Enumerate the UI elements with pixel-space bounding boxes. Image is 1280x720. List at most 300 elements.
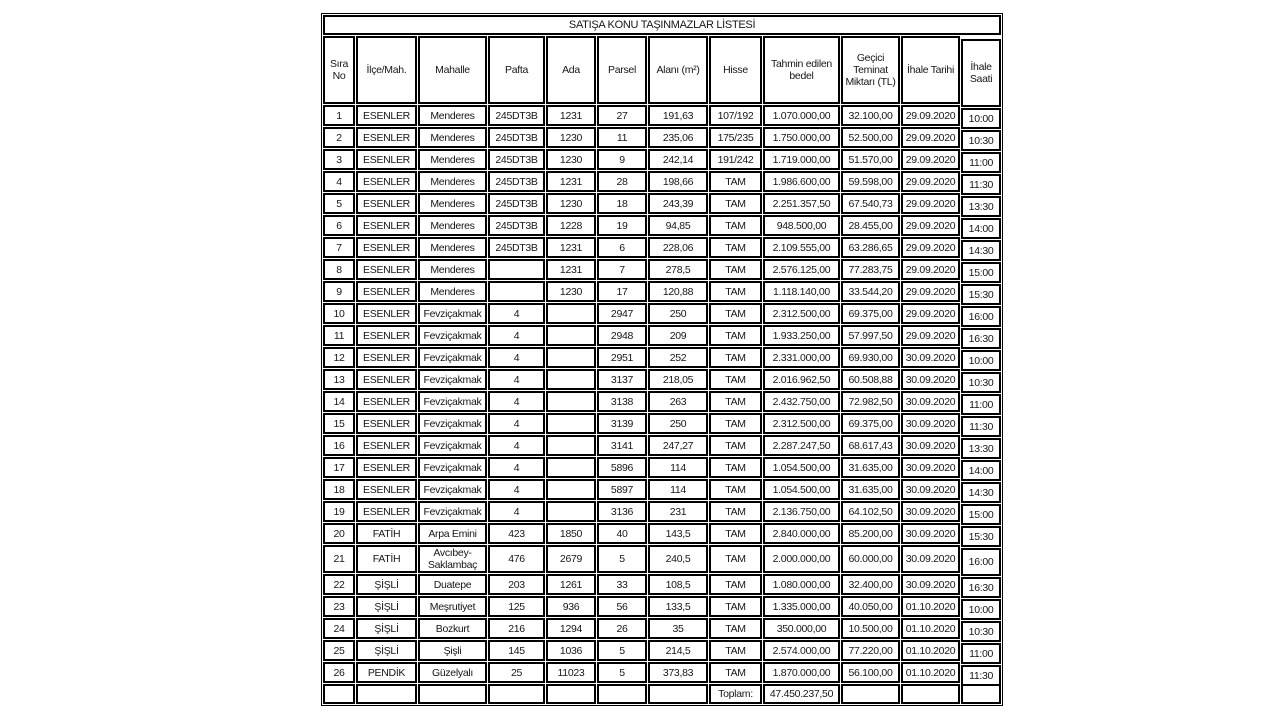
cell-ilce: FATİH	[356, 523, 417, 544]
cell-ada	[546, 325, 596, 346]
table-row	[323, 259, 1001, 280]
cell-parsel: 3139	[597, 413, 647, 434]
cell-parsel: 3136	[597, 501, 647, 522]
cell-alani: 243,39	[648, 193, 708, 214]
cell-teminat: 63.286,65	[841, 237, 900, 258]
cell-alani: 214,5	[648, 640, 708, 661]
cell-mahalle: Şişli	[418, 640, 487, 661]
cell-mahalle: Menderes	[418, 259, 487, 280]
cell-tarih: 30.09.2020	[901, 574, 960, 595]
cell-hisse: 107/192	[709, 105, 762, 126]
cell-mahalle: Fevziçakmak	[418, 435, 487, 456]
cell-ilce: ESENLER	[356, 215, 417, 236]
cell-hisse: TAM	[709, 391, 762, 412]
empty-cell	[597, 684, 647, 704]
cell-parsel: 6	[597, 237, 647, 258]
cell-ilce: ESENLER	[356, 501, 417, 522]
cell-parsel: 9	[597, 149, 647, 170]
cell-ilce: ESENLER	[356, 171, 417, 192]
cell-alani: 114	[648, 479, 708, 500]
cell-saat: 10:30	[961, 130, 1001, 151]
cell-teminat: 67.540,73	[841, 193, 900, 214]
cell-bedel: 1.719.000,00	[763, 149, 840, 170]
cell-alani: 252	[648, 347, 708, 368]
cell-sira: 20	[323, 523, 355, 544]
table-row	[323, 149, 1001, 170]
cell-bedel: 2.312.500,00	[763, 413, 840, 434]
cell-teminat: 68.617,43	[841, 435, 900, 456]
table-row	[323, 347, 1001, 368]
cell-pafta: 245DT3B	[488, 215, 545, 236]
cell-ilce: ESENLER	[356, 413, 417, 434]
cell-hisse: TAM	[709, 369, 762, 390]
cell-pafta: 4	[488, 501, 545, 522]
cell-parsel: 40	[597, 523, 647, 544]
cell-saat: 16:30	[961, 328, 1001, 349]
cell-mahalle: Fevziçakmak	[418, 413, 487, 434]
cell-alani: 247,27	[648, 435, 708, 456]
cell-saat: 15:00	[961, 262, 1001, 283]
cell-hisse: TAM	[709, 347, 762, 368]
cell-sira: 10	[323, 303, 355, 324]
cell-ilce: ESENLER	[356, 149, 417, 170]
cell-ilce: ESENLER	[356, 457, 417, 478]
cell-mahalle: Duatepe	[418, 574, 487, 595]
cell-ada: 1230	[546, 193, 596, 214]
cell-ada: 2679	[546, 545, 596, 573]
cell-saat: 14:00	[961, 460, 1001, 481]
empty-cell	[546, 684, 596, 704]
cell-teminat: 69.375,00	[841, 413, 900, 434]
table-row	[323, 662, 1001, 683]
cell-tarih: 30.09.2020	[901, 391, 960, 412]
cell-hisse: TAM	[709, 596, 762, 617]
table-row	[323, 457, 1001, 478]
cell-hisse: TAM	[709, 479, 762, 500]
cell-ilce: ŞİŞLİ	[356, 596, 417, 617]
cell-parsel: 18	[597, 193, 647, 214]
table-row	[323, 215, 1001, 236]
cell-saat: 11:00	[961, 394, 1001, 415]
cell-saat: 11:30	[961, 174, 1001, 195]
cell-saat: 13:30	[961, 196, 1001, 217]
col-header-tarih: İhale Tarihi	[901, 36, 960, 104]
cell-bedel: 1.870.000,00	[763, 662, 840, 683]
cell-bedel: 2.312.500,00	[763, 303, 840, 324]
cell-pafta: 423	[488, 523, 545, 544]
cell-bedel: 1.080.000,00	[763, 574, 840, 595]
empty-cell	[323, 684, 355, 704]
cell-tarih: 30.09.2020	[901, 413, 960, 434]
table-row	[323, 523, 1001, 544]
col-header-mahalle: Mahalle	[418, 36, 487, 104]
cell-sira: 6	[323, 215, 355, 236]
cell-teminat: 10.500,00	[841, 618, 900, 639]
cell-tarih: 30.09.2020	[901, 479, 960, 500]
cell-tarih: 29.09.2020	[901, 171, 960, 192]
cell-parsel: 28	[597, 171, 647, 192]
cell-saat: 15:00	[961, 504, 1001, 525]
cell-ilce: ESENLER	[356, 259, 417, 280]
cell-alani: 228,06	[648, 237, 708, 258]
cell-ada: 1231	[546, 171, 596, 192]
cell-ilce: ESENLER	[356, 281, 417, 302]
cell-sira: 9	[323, 281, 355, 302]
cell-saat: 10:00	[961, 350, 1001, 371]
cell-ilce: ŞİŞLİ	[356, 640, 417, 661]
cell-saat: 10:30	[961, 372, 1001, 393]
cell-pafta: 4	[488, 457, 545, 478]
cell-bedel: 2.287.247,50	[763, 435, 840, 456]
cell-hisse: TAM	[709, 545, 762, 573]
cell-ilce: ESENLER	[356, 127, 417, 148]
cell-bedel: 2.432.750,00	[763, 391, 840, 412]
cell-tarih: 30.09.2020	[901, 457, 960, 478]
cell-teminat: 64.102,50	[841, 501, 900, 522]
cell-pafta: 4	[488, 435, 545, 456]
cell-alani: 278,5	[648, 259, 708, 280]
cell-ada: 1261	[546, 574, 596, 595]
table-row	[323, 303, 1001, 324]
table-row	[323, 193, 1001, 214]
cell-hisse: TAM	[709, 237, 762, 258]
cell-teminat: 28.455,00	[841, 215, 900, 236]
cell-alani: 218,05	[648, 369, 708, 390]
cell-alani: 235,06	[648, 127, 708, 148]
cell-pafta: 476	[488, 545, 545, 573]
cell-sira: 12	[323, 347, 355, 368]
cell-ada: 1231	[546, 105, 596, 126]
cell-ilce: FATİH	[356, 545, 417, 573]
table-row	[323, 413, 1001, 434]
cell-mahalle: Fevziçakmak	[418, 347, 487, 368]
cell-mahalle: Bozkurt	[418, 618, 487, 639]
cell-pafta: 4	[488, 347, 545, 368]
cell-ada	[546, 479, 596, 500]
cell-parsel: 19	[597, 215, 647, 236]
cell-tarih: 30.09.2020	[901, 501, 960, 522]
cell-alani: 250	[648, 413, 708, 434]
cell-sira: 5	[323, 193, 355, 214]
empty-cell	[488, 684, 545, 704]
cell-mahalle: Arpa Emini	[418, 523, 487, 544]
cell-bedel: 1.054.500,00	[763, 457, 840, 478]
cell-ada: 1231	[546, 259, 596, 280]
cell-ilce: ESENLER	[356, 105, 417, 126]
cell-hisse: 191/242	[709, 149, 762, 170]
empty-cell	[356, 684, 417, 704]
col-header-alani: Alanı (m²)	[648, 36, 708, 104]
tasinmazlar-table	[321, 13, 1003, 706]
cell-saat: 10:00	[961, 108, 1001, 129]
cell-bedel: 1.986.600,00	[763, 171, 840, 192]
cell-pafta: 4	[488, 479, 545, 500]
cell-ada: 1230	[546, 281, 596, 302]
cell-bedel: 1.335.000,00	[763, 596, 840, 617]
cell-saat: 10:30	[961, 621, 1001, 642]
empty-cell	[961, 684, 1001, 704]
cell-ada: 1294	[546, 618, 596, 639]
cell-tarih: 30.09.2020	[901, 545, 960, 573]
cell-teminat: 69.375,00	[841, 303, 900, 324]
cell-alani: 120,88	[648, 281, 708, 302]
cell-sira: 15	[323, 413, 355, 434]
cell-mahalle: Fevziçakmak	[418, 391, 487, 412]
cell-pafta: 245DT3B	[488, 171, 545, 192]
cell-sira: 24	[323, 618, 355, 639]
cell-teminat: 33.544,20	[841, 281, 900, 302]
cell-parsel: 11	[597, 127, 647, 148]
cell-teminat: 69.930,00	[841, 347, 900, 368]
cell-hisse: TAM	[709, 435, 762, 456]
cell-pafta: 245DT3B	[488, 149, 545, 170]
cell-mahalle: Menderes	[418, 281, 487, 302]
cell-teminat: 32.100,00	[841, 105, 900, 126]
cell-hisse: TAM	[709, 193, 762, 214]
cell-alani: 240,5	[648, 545, 708, 573]
cell-teminat: 31.635,00	[841, 479, 900, 500]
cell-tarih: 01.10.2020	[901, 640, 960, 661]
cell-ada	[546, 435, 596, 456]
empty-cell	[841, 684, 900, 704]
cell-tarih: 30.09.2020	[901, 369, 960, 390]
cell-mahalle: Fevziçakmak	[418, 501, 487, 522]
cell-saat: 14:30	[961, 482, 1001, 503]
cell-alani: 114	[648, 457, 708, 478]
table-row	[323, 237, 1001, 258]
cell-parsel: 2947	[597, 303, 647, 324]
cell-teminat: 40.050,00	[841, 596, 900, 617]
cell-saat: 11:30	[961, 416, 1001, 437]
cell-ada	[546, 457, 596, 478]
cell-sira: 26	[323, 662, 355, 683]
cell-hisse: TAM	[709, 640, 762, 661]
cell-parsel: 5897	[597, 479, 647, 500]
col-header-sira: Sıra No	[323, 36, 355, 104]
cell-bedel: 2.000.000,00	[763, 545, 840, 573]
cell-ilce: ESENLER	[356, 369, 417, 390]
cell-pafta: 4	[488, 303, 545, 324]
cell-ada	[546, 391, 596, 412]
cell-saat: 15:30	[961, 284, 1001, 305]
cell-bedel: 350.000,00	[763, 618, 840, 639]
cell-hisse: TAM	[709, 303, 762, 324]
cell-ilce: ESENLER	[356, 391, 417, 412]
cell-hisse: 175/235	[709, 127, 762, 148]
cell-teminat: 51.570,00	[841, 149, 900, 170]
cell-hisse: TAM	[709, 574, 762, 595]
cell-ilce: ESENLER	[356, 193, 417, 214]
title-row	[323, 15, 1001, 35]
cell-bedel: 2.840.000,00	[763, 523, 840, 544]
cell-pafta: 4	[488, 413, 545, 434]
cell-tarih: 29.09.2020	[901, 281, 960, 302]
cell-bedel: 1.750.000,00	[763, 127, 840, 148]
cell-bedel: 2.576.125,00	[763, 259, 840, 280]
cell-pafta: 4	[488, 369, 545, 390]
cell-saat: 15:30	[961, 526, 1001, 547]
empty-cell	[648, 684, 708, 704]
cell-alani: 250	[648, 303, 708, 324]
cell-saat: 14:30	[961, 240, 1001, 261]
cell-parsel: 5	[597, 545, 647, 573]
cell-alani: 209	[648, 325, 708, 346]
cell-teminat: 57.997,50	[841, 325, 900, 346]
total-row	[323, 684, 1001, 704]
col-header-teminat: Geçici Teminat Miktarı (TL)	[841, 36, 900, 104]
cell-ilce: ESENLER	[356, 347, 417, 368]
table-row	[323, 574, 1001, 595]
cell-parsel: 27	[597, 105, 647, 126]
table-row	[323, 501, 1001, 522]
cell-mahalle: Fevziçakmak	[418, 457, 487, 478]
cell-ada: 1036	[546, 640, 596, 661]
cell-mahalle: Menderes	[418, 215, 487, 236]
cell-pafta: 25	[488, 662, 545, 683]
cell-sira: 11	[323, 325, 355, 346]
cell-hisse: TAM	[709, 523, 762, 544]
cell-ada	[546, 303, 596, 324]
cell-teminat: 77.220,00	[841, 640, 900, 661]
col-header-bedel: Tahmin edilen bedel	[763, 36, 840, 104]
cell-teminat: 60.508,88	[841, 369, 900, 390]
cell-pafta: 4	[488, 325, 545, 346]
cell-alani: 242,14	[648, 149, 708, 170]
cell-parsel: 2951	[597, 347, 647, 368]
total-label: Toplam:	[709, 684, 762, 704]
cell-mahalle: Fevziçakmak	[418, 303, 487, 324]
cell-ada: 1230	[546, 149, 596, 170]
cell-tarih: 01.10.2020	[901, 596, 960, 617]
cell-pafta: 4	[488, 391, 545, 412]
cell-hisse: TAM	[709, 215, 762, 236]
cell-sira: 19	[323, 501, 355, 522]
cell-parsel: 5896	[597, 457, 647, 478]
cell-bedel: 1.054.500,00	[763, 479, 840, 500]
cell-bedel: 1.933.250,00	[763, 325, 840, 346]
cell-alani: 191,63	[648, 105, 708, 126]
cell-sira: 3	[323, 149, 355, 170]
cell-alani: 133,5	[648, 596, 708, 617]
table-row	[323, 369, 1001, 390]
cell-sira: 7	[323, 237, 355, 258]
cell-parsel: 3141	[597, 435, 647, 456]
cell-sira: 8	[323, 259, 355, 280]
cell-hisse: TAM	[709, 618, 762, 639]
cell-saat: 16:30	[961, 577, 1001, 598]
cell-saat: 11:00	[961, 643, 1001, 664]
cell-ada	[546, 501, 596, 522]
cell-teminat: 56.100,00	[841, 662, 900, 683]
cell-saat: 13:30	[961, 438, 1001, 459]
cell-sira: 17	[323, 457, 355, 478]
cell-mahalle: Menderes	[418, 171, 487, 192]
cell-sira: 22	[323, 574, 355, 595]
table-row	[323, 618, 1001, 639]
cell-sira: 23	[323, 596, 355, 617]
cell-teminat: 31.635,00	[841, 457, 900, 478]
cell-tarih: 29.09.2020	[901, 105, 960, 126]
cell-bedel: 2.251.357,50	[763, 193, 840, 214]
col-header-ada: Ada	[546, 36, 596, 104]
cell-bedel: 2.574.000,00	[763, 640, 840, 661]
cell-sira: 18	[323, 479, 355, 500]
cell-pafta: 245DT3B	[488, 127, 545, 148]
cell-parsel: 7	[597, 259, 647, 280]
cell-parsel: 26	[597, 618, 647, 639]
cell-tarih: 29.09.2020	[901, 127, 960, 148]
cell-tarih: 29.09.2020	[901, 259, 960, 280]
cell-bedel: 1.118.140,00	[763, 281, 840, 302]
cell-mahalle: Menderes	[418, 149, 487, 170]
cell-tarih: 30.09.2020	[901, 435, 960, 456]
cell-alani: 35	[648, 618, 708, 639]
cell-teminat: 32.400,00	[841, 574, 900, 595]
cell-teminat: 60.000,00	[841, 545, 900, 573]
cell-parsel: 56	[597, 596, 647, 617]
cell-parsel: 2948	[597, 325, 647, 346]
cell-tarih: 29.09.2020	[901, 303, 960, 324]
cell-pafta: 216	[488, 618, 545, 639]
cell-parsel: 3138	[597, 391, 647, 412]
cell-bedel: 2.136.750,00	[763, 501, 840, 522]
col-header-saat: İhale Saati	[961, 39, 1001, 107]
cell-pafta	[488, 259, 545, 280]
table-row	[323, 435, 1001, 456]
cell-saat: 11:30	[961, 665, 1001, 686]
cell-ada	[546, 347, 596, 368]
cell-ilce: PENDİK	[356, 662, 417, 683]
table-row	[323, 391, 1001, 412]
cell-parsel: 3137	[597, 369, 647, 390]
cell-sira: 2	[323, 127, 355, 148]
cell-mahalle: Menderes	[418, 193, 487, 214]
empty-cell	[418, 684, 487, 704]
cell-teminat: 72.982,50	[841, 391, 900, 412]
col-header-parsel: Parsel	[597, 36, 647, 104]
cell-ada	[546, 413, 596, 434]
cell-hisse: TAM	[709, 457, 762, 478]
cell-hisse: TAM	[709, 325, 762, 346]
cell-sira: 13	[323, 369, 355, 390]
table-row	[323, 127, 1001, 148]
cell-tarih: 29.09.2020	[901, 325, 960, 346]
table-row	[323, 171, 1001, 192]
cell-tarih: 29.09.2020	[901, 193, 960, 214]
table-row	[323, 640, 1001, 661]
total-value: 47.450.237,50	[763, 684, 840, 704]
cell-teminat: 59.598,00	[841, 171, 900, 192]
cell-hisse: TAM	[709, 662, 762, 683]
cell-ilce: ŞİŞLİ	[356, 618, 417, 639]
cell-bedel: 2.016.962,50	[763, 369, 840, 390]
col-header-pafta: Pafta	[488, 36, 545, 104]
cell-mahalle: Fevziçakmak	[418, 479, 487, 500]
table-title: SATIŞA KONU TAŞINMAZLAR LİSTESİ	[323, 15, 1001, 35]
cell-bedel: 1.070.000,00	[763, 105, 840, 126]
cell-teminat: 77.283,75	[841, 259, 900, 280]
cell-parsel: 5	[597, 640, 647, 661]
cell-alani: 198,66	[648, 171, 708, 192]
cell-sira: 4	[323, 171, 355, 192]
cell-pafta: 125	[488, 596, 545, 617]
cell-ilce: ESENLER	[356, 435, 417, 456]
cell-saat: 16:00	[961, 306, 1001, 327]
cell-alani: 263	[648, 391, 708, 412]
cell-bedel: 2.109.555,00	[763, 237, 840, 258]
empty-cell	[901, 684, 960, 704]
cell-ilce: ESENLER	[356, 325, 417, 346]
